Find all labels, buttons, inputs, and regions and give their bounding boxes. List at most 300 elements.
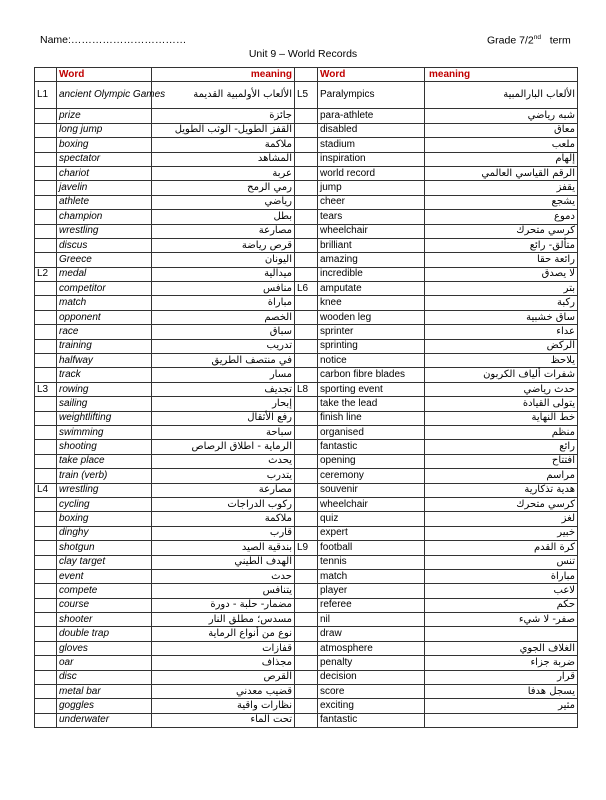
lesson-cell-left: [35, 670, 57, 684]
meaning-cell-right: [425, 713, 578, 727]
lesson-cell-right: [295, 210, 318, 224]
meaning-cell-left: نظارات واقية: [152, 699, 295, 713]
meaning-cell-right: إلهام: [425, 152, 578, 166]
word-cell-left: training: [57, 339, 152, 353]
meaning-cell-right: يلاحظ: [425, 354, 578, 368]
meaning-cell-right: خبير: [425, 526, 578, 540]
meaning-cell-left: عربة: [152, 166, 295, 180]
meaning-cell-right: لا يصدق: [425, 267, 578, 281]
meaning-cell-right: الغلاف الجوي: [425, 641, 578, 655]
meaning-cell-left: رفع الأثقال: [152, 411, 295, 425]
word-cell-left: oar: [57, 656, 152, 670]
lesson-cell-right: [295, 296, 318, 310]
word-cell-right: amputate: [318, 282, 425, 296]
meaning-cell-left: تحت الماء: [152, 713, 295, 727]
word-cell-left: medal: [57, 267, 152, 281]
word-cell-left: discus: [57, 238, 152, 252]
meaning-cell-left: رياضي: [152, 195, 295, 209]
table-header-row: [35, 68, 578, 82]
lesson-cell-right: [295, 411, 318, 425]
table-row: [35, 195, 578, 209]
grade-suffix: term: [549, 34, 571, 47]
lesson-cell-left: [35, 166, 57, 180]
lesson-cell-left: [35, 555, 57, 569]
word-cell-right: draw: [318, 627, 425, 641]
lesson-cell-right: [295, 641, 318, 655]
table-row: [35, 641, 578, 655]
table-row: [35, 224, 578, 238]
word-cell-left: goggles: [57, 699, 152, 713]
word-cell-right: take the lead: [318, 397, 425, 411]
meaning-cell-left: سباق: [152, 325, 295, 339]
meaning-cell-left: مضمار- حلبة - دورة: [152, 598, 295, 612]
meaning-cell-right: رائعة حقا: [425, 253, 578, 267]
word-cell-right: expert: [318, 526, 425, 540]
meaning-cell-right: مراسم: [425, 469, 578, 483]
header-meaning-left: meaning: [152, 68, 295, 82]
lesson-cell-left: [35, 641, 57, 655]
meaning-cell-left: ميدالية: [152, 267, 295, 281]
word-cell-left: train (verb): [57, 469, 152, 483]
word-cell-left: spectator: [57, 152, 152, 166]
meaning-cell-right: شفرات ألياف الكربون: [425, 368, 578, 382]
word-cell-right: incredible: [318, 267, 425, 281]
lesson-cell-left: [35, 411, 57, 425]
lesson-cell-left: [35, 181, 57, 195]
table-row: [35, 627, 578, 641]
meaning-cell-right: حدث رياضي: [425, 382, 578, 396]
lesson-cell-left: [35, 123, 57, 137]
table-row: [35, 210, 578, 224]
table-row: [35, 354, 578, 368]
lesson-cell-right: [295, 713, 318, 727]
meaning-cell-right: كرة القدم: [425, 541, 578, 555]
meaning-cell-right: يسجل هدفا: [425, 685, 578, 699]
table-row: [35, 181, 578, 195]
lesson-cell-left: [35, 354, 57, 368]
meaning-cell-right: الألعاب البارالمبية: [425, 82, 578, 109]
lesson-cell-left: L3: [35, 382, 57, 396]
lesson-cell-right: [295, 267, 318, 281]
word-cell-right: atmosphere: [318, 641, 425, 655]
word-cell-left: cycling: [57, 497, 152, 511]
table-row: [35, 656, 578, 670]
word-cell-right: souvenir: [318, 483, 425, 497]
word-cell-left: javelin: [57, 181, 152, 195]
table-row: [35, 325, 578, 339]
lesson-cell-left: [35, 397, 57, 411]
word-cell-right: fantastic: [318, 713, 425, 727]
lesson-cell-left: [35, 627, 57, 641]
word-cell-left: shooter: [57, 613, 152, 627]
vocabulary-table: [34, 67, 578, 728]
lesson-cell-left: [35, 325, 57, 339]
word-cell-right: sprinting: [318, 339, 425, 353]
word-cell-left: metal bar: [57, 685, 152, 699]
grade-prefix: Grade 7/2: [487, 34, 534, 47]
lesson-cell-right: [295, 598, 318, 612]
grade-label: [487, 34, 571, 47]
lesson-cell-right: [295, 555, 318, 569]
lesson-cell-left: [35, 238, 57, 252]
meaning-cell-left: اليونان: [152, 253, 295, 267]
word-cell-right: player: [318, 584, 425, 598]
meaning-cell-left: رمي الرمح: [152, 181, 295, 195]
table-row: [35, 440, 578, 454]
meaning-cell-left: مجذاف: [152, 656, 295, 670]
lesson-cell-right: [295, 310, 318, 324]
meaning-cell-left: ملاكمة: [152, 512, 295, 526]
word-cell-right: decision: [318, 670, 425, 684]
meaning-cell-left: تجديف: [152, 382, 295, 396]
lesson-cell-left: [35, 253, 57, 267]
lesson-cell-right: [295, 354, 318, 368]
meaning-cell-right: افتتاح: [425, 454, 578, 468]
lesson-cell-left: [35, 282, 57, 296]
word-cell-right: amazing: [318, 253, 425, 267]
lesson-cell-right: [295, 469, 318, 483]
meaning-cell-left: يتدرب: [152, 469, 295, 483]
word-cell-left: clay target: [57, 555, 152, 569]
lesson-cell-right: [295, 325, 318, 339]
word-cell-left: opponent: [57, 310, 152, 324]
word-cell-right: inspiration: [318, 152, 425, 166]
header-word-right: Word: [318, 68, 425, 82]
header-lesson-right: [295, 68, 318, 82]
word-cell-right: carbon fibre blades: [318, 368, 425, 382]
table-row: [35, 613, 578, 627]
lesson-cell-right: [295, 497, 318, 511]
lesson-cell-left: [35, 497, 57, 511]
meaning-cell-right: ركبة: [425, 296, 578, 310]
meaning-cell-right: الركض: [425, 339, 578, 353]
meaning-cell-right: كرسي متحرك: [425, 224, 578, 238]
word-cell-right: penalty: [318, 656, 425, 670]
lesson-cell-right: [295, 526, 318, 540]
meaning-cell-right: معاق: [425, 123, 578, 137]
word-cell-left: underwater: [57, 713, 152, 727]
word-cell-left: event: [57, 569, 152, 583]
meaning-cell-right: ساق خشبية: [425, 310, 578, 324]
table-row: [35, 382, 578, 396]
meaning-cell-left: يتنافس: [152, 584, 295, 598]
word-cell-right: stadium: [318, 138, 425, 152]
word-cell-right: brilliant: [318, 238, 425, 252]
lesson-cell-right: [295, 224, 318, 238]
word-cell-left: competitor: [57, 282, 152, 296]
lesson-cell-right: [295, 569, 318, 583]
lesson-cell-right: [295, 670, 318, 684]
table-row: [35, 267, 578, 281]
lesson-cell-left: [35, 613, 57, 627]
lesson-cell-right: [295, 368, 318, 382]
word-cell-right: disabled: [318, 123, 425, 137]
table-row: [35, 670, 578, 684]
word-cell-right: referee: [318, 598, 425, 612]
table-row: [35, 368, 578, 382]
lesson-cell-right: [295, 166, 318, 180]
lesson-cell-left: [35, 368, 57, 382]
meaning-cell-right: ملعب: [425, 138, 578, 152]
lesson-cell-left: [35, 454, 57, 468]
meaning-cell-right: مثير: [425, 699, 578, 713]
meaning-cell-right: تنس: [425, 555, 578, 569]
table-row: [35, 685, 578, 699]
meaning-cell-left: سباحة: [152, 425, 295, 439]
word-cell-right: sprinter: [318, 325, 425, 339]
meaning-cell-left: ملاكمة: [152, 138, 295, 152]
lesson-cell-right: [295, 440, 318, 454]
meaning-cell-right: دموع: [425, 210, 578, 224]
lesson-cell-left: [35, 584, 57, 598]
word-cell-right: ceremony: [318, 469, 425, 483]
meaning-cell-right: لاعب: [425, 584, 578, 598]
word-cell-right: wheelchair: [318, 224, 425, 238]
lesson-cell-left: L1: [35, 82, 57, 109]
lesson-cell-left: [35, 526, 57, 540]
word-cell-right: para-athlete: [318, 109, 425, 123]
lesson-cell-left: [35, 512, 57, 526]
table-row: [35, 469, 578, 483]
table-row: [35, 512, 578, 526]
word-cell-right: match: [318, 569, 425, 583]
meaning-cell-left: يحدث: [152, 454, 295, 468]
word-cell-left: race: [57, 325, 152, 339]
word-cell-right: fantastic: [318, 440, 425, 454]
table-row: [35, 526, 578, 540]
lesson-cell-right: L5: [295, 82, 318, 109]
meaning-cell-right: [425, 627, 578, 641]
meaning-cell-left: قارب: [152, 526, 295, 540]
table-row: [35, 454, 578, 468]
meaning-cell-left: مسدس؛ مطلق النار: [152, 613, 295, 627]
word-cell-left: gloves: [57, 641, 152, 655]
word-cell-left: prize: [57, 109, 152, 123]
word-cell-left: champion: [57, 210, 152, 224]
word-cell-left: rowing: [57, 382, 152, 396]
lesson-cell-left: [35, 339, 57, 353]
lesson-cell-right: [295, 181, 318, 195]
table-row: [35, 282, 578, 296]
word-cell-right: wheelchair: [318, 497, 425, 511]
meaning-cell-right: قرار: [425, 670, 578, 684]
table-row: [35, 138, 578, 152]
word-cell-right: nil: [318, 613, 425, 627]
word-cell-right: notice: [318, 354, 425, 368]
lesson-cell-left: [35, 541, 57, 555]
meaning-cell-left: إبحار: [152, 397, 295, 411]
word-cell-left: track: [57, 368, 152, 382]
word-cell-right: finish line: [318, 411, 425, 425]
grade-superscript: nd: [533, 34, 541, 41]
table-row: [35, 397, 578, 411]
table-row: [35, 425, 578, 439]
lesson-cell-left: [35, 138, 57, 152]
meaning-cell-left: الألعاب الأولمبية القديمة: [152, 82, 295, 109]
word-cell-right: jump: [318, 181, 425, 195]
lesson-cell-left: [35, 310, 57, 324]
meaning-cell-right: عداء: [425, 325, 578, 339]
lesson-cell-right: [295, 195, 318, 209]
meaning-cell-left: بطل: [152, 210, 295, 224]
word-cell-left: Greece: [57, 253, 152, 267]
lesson-cell-left: [35, 569, 57, 583]
meaning-cell-left: القفز الطويل- الوثب الطويل: [152, 123, 295, 137]
word-cell-left: long jump: [57, 123, 152, 137]
word-cell-right: organised: [318, 425, 425, 439]
table-row: [35, 296, 578, 310]
table-row: [35, 555, 578, 569]
unit-title: Unit 9 – World Records: [248, 48, 358, 60]
word-cell-left: weightlifting: [57, 411, 152, 425]
table-row: [35, 310, 578, 324]
lesson-cell-left: L2: [35, 267, 57, 281]
meaning-cell-right: متألق- رائع: [425, 238, 578, 252]
word-cell-left: ancient Olympic Games: [57, 82, 152, 109]
table-row: [35, 123, 578, 137]
vocabulary-table-body: [35, 68, 578, 728]
lesson-cell-right: [295, 613, 318, 627]
word-cell-right: football: [318, 541, 425, 555]
meaning-cell-right: يقفز: [425, 181, 578, 195]
word-cell-right: score: [318, 685, 425, 699]
meaning-cell-right: منظم: [425, 425, 578, 439]
meaning-cell-right: يتولى القيادة: [425, 397, 578, 411]
word-cell-left: double trap: [57, 627, 152, 641]
word-cell-left: halfway: [57, 354, 152, 368]
meaning-cell-right: شبه رياضي: [425, 109, 578, 123]
lesson-cell-right: [295, 512, 318, 526]
meaning-cell-left: في منتصف الطريق: [152, 354, 295, 368]
word-cell-right: sporting event: [318, 382, 425, 396]
meaning-cell-left: المشاهد: [152, 152, 295, 166]
lesson-cell-left: [35, 224, 57, 238]
lesson-cell-right: [295, 425, 318, 439]
lesson-cell-left: [35, 152, 57, 166]
lesson-cell-right: [295, 109, 318, 123]
lesson-cell-right: [295, 627, 318, 641]
lesson-cell-left: [35, 195, 57, 209]
word-cell-left: sailing: [57, 397, 152, 411]
meaning-cell-left: حدث: [152, 569, 295, 583]
table-row: [35, 569, 578, 583]
table-row: [35, 598, 578, 612]
word-cell-right: exciting: [318, 699, 425, 713]
lesson-cell-right: [295, 656, 318, 670]
word-cell-right: quiz: [318, 512, 425, 526]
lesson-cell-right: [295, 138, 318, 152]
lesson-cell-right: [295, 584, 318, 598]
meaning-cell-left: بندقية الصيد: [152, 541, 295, 555]
meaning-cell-right: صفر- لا شيء: [425, 613, 578, 627]
table-row: [35, 411, 578, 425]
meaning-cell-left: مصارعة: [152, 224, 295, 238]
table-row: [35, 238, 578, 252]
lesson-cell-left: L4: [35, 483, 57, 497]
table-row: [35, 339, 578, 353]
table-row: [35, 699, 578, 713]
meaning-cell-left: مسار: [152, 368, 295, 382]
meaning-cell-right: يشجع: [425, 195, 578, 209]
header-word-left: Word: [57, 68, 152, 82]
name-field-label: Name:……………………………: [40, 34, 187, 46]
word-cell-left: compete: [57, 584, 152, 598]
lesson-cell-right: [295, 685, 318, 699]
table-row: [35, 82, 578, 109]
word-cell-left: chariot: [57, 166, 152, 180]
meaning-cell-left: مباراة: [152, 296, 295, 310]
lesson-cell-right: L6: [295, 282, 318, 296]
table-row: [35, 152, 578, 166]
table-row: [35, 166, 578, 180]
meaning-cell-right: ضربة جزاء: [425, 656, 578, 670]
meaning-cell-right: بتر: [425, 282, 578, 296]
lesson-cell-left: [35, 713, 57, 727]
meaning-cell-left: الخصم: [152, 310, 295, 324]
lesson-cell-left: [35, 598, 57, 612]
table-row: [35, 541, 578, 555]
table-row: [35, 483, 578, 497]
word-cell-right: Paralympics: [318, 82, 425, 109]
lesson-cell-right: [295, 454, 318, 468]
meaning-cell-left: تدريب: [152, 339, 295, 353]
lesson-cell-right: [295, 699, 318, 713]
meaning-cell-left: قضيب معدني: [152, 685, 295, 699]
word-cell-left: course: [57, 598, 152, 612]
word-cell-left: wrestling: [57, 483, 152, 497]
meaning-cell-right: رائع: [425, 440, 578, 454]
meaning-cell-left: منافس: [152, 282, 295, 296]
meaning-cell-left: قرص رياضة: [152, 238, 295, 252]
lesson-cell-left: [35, 440, 57, 454]
word-cell-right: knee: [318, 296, 425, 310]
word-cell-left: athlete: [57, 195, 152, 209]
word-cell-left: shotgun: [57, 541, 152, 555]
lesson-cell-right: L9: [295, 541, 318, 555]
meaning-cell-right: لغز: [425, 512, 578, 526]
word-cell-right: wooden leg: [318, 310, 425, 324]
meaning-cell-left: ركوب الدراجات: [152, 497, 295, 511]
word-cell-left: swimming: [57, 425, 152, 439]
word-cell-left: boxing: [57, 138, 152, 152]
meaning-cell-left: الهدف الطيني: [152, 555, 295, 569]
meaning-cell-left: قفازات: [152, 641, 295, 655]
table-row: [35, 109, 578, 123]
meaning-cell-left: نوع من أنواع الرماية: [152, 627, 295, 641]
lesson-cell-right: [295, 152, 318, 166]
lesson-cell-left: [35, 685, 57, 699]
word-cell-right: opening: [318, 454, 425, 468]
word-cell-left: shooting: [57, 440, 152, 454]
word-cell-left: match: [57, 296, 152, 310]
table-row: [35, 584, 578, 598]
meaning-cell-right: كرسي متحرك: [425, 497, 578, 511]
lesson-cell-right: [295, 339, 318, 353]
lesson-cell-right: [295, 238, 318, 252]
word-cell-left: boxing: [57, 512, 152, 526]
header-meaning-right: meaning: [425, 68, 578, 82]
word-cell-left: wrestling: [57, 224, 152, 238]
word-cell-right: world record: [318, 166, 425, 180]
word-cell-right: cheer: [318, 195, 425, 209]
lesson-cell-right: [295, 483, 318, 497]
lesson-cell-right: [295, 397, 318, 411]
word-cell-right: tennis: [318, 555, 425, 569]
lesson-cell-left: [35, 210, 57, 224]
meaning-cell-right: مباراة: [425, 569, 578, 583]
lesson-cell-left: [35, 109, 57, 123]
word-cell-left: dinghy: [57, 526, 152, 540]
